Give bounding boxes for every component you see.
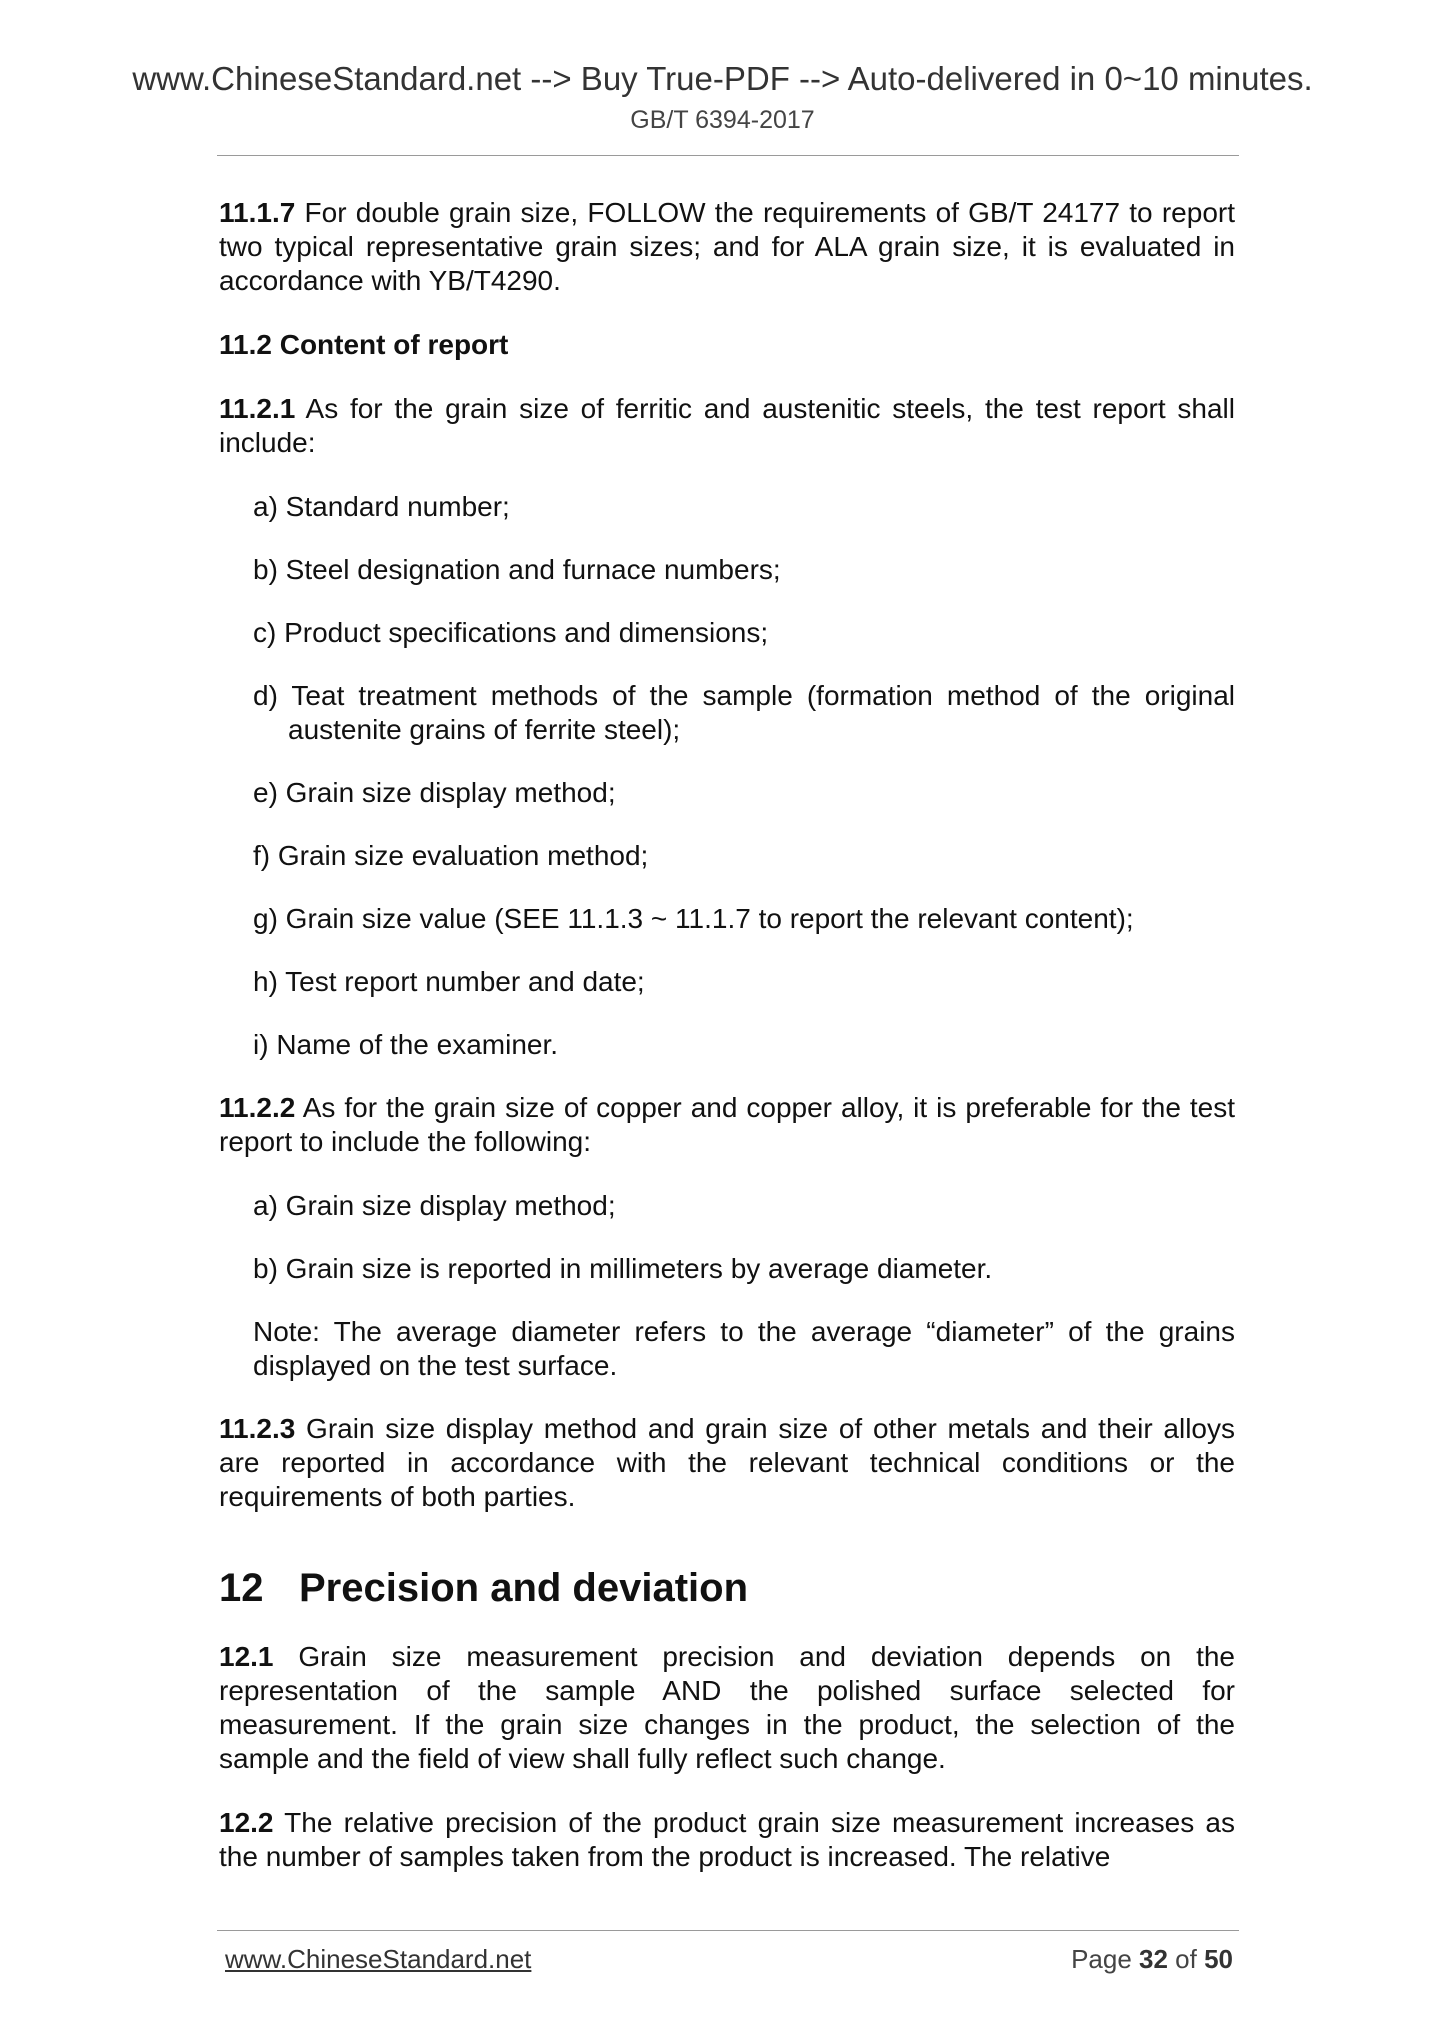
paragraph-12-2: [219, 1806, 1235, 1874]
list-item: i) Name of the examiner.: [253, 1029, 559, 1060]
document-code: GB/T 6394-2017: [630, 106, 815, 134]
clause-text: For double grain size, FOLLOW the requirements of GB/T 24177 to report two typical representative grain sizes; and for ALA grain size, it is evaluated in accordance with YB/T4290.: [219, 197, 1235, 296]
subsection-heading-11-2: 11.2 Content of report: [219, 329, 509, 360]
clause-text: As for the grain size of ferritic and austenitic steels, the test report shall include:: [219, 393, 1235, 458]
list-item: a) Standard number;: [253, 491, 510, 522]
clause-number: 12.2: [219, 1807, 274, 1838]
list-item: b) Grain size is reported in millimeters by average diameter.: [253, 1253, 993, 1284]
page-label: Page: [1071, 1944, 1140, 1974]
page-content: [219, 196, 1235, 1904]
footer-divider: [217, 1930, 1239, 1931]
list-item: h) Test report number and date;: [253, 966, 645, 997]
footer-site-link[interactable]: www.ChineseStandard.net: [225, 1944, 532, 1974]
header-divider: [217, 155, 1239, 156]
list-item: a) Grain size display method;: [253, 1190, 616, 1221]
paragraph-11-1-7: [219, 196, 1235, 298]
clause-text: Grain size measurement precision and deviation depends on the representation of the sample AND the polished surface selected for measurement. If the grain size changes in the product, the selection of the sample and the field of view shall fully reflect such change.: [219, 1641, 1235, 1774]
clause-number: 11.2.1: [219, 393, 296, 424]
list-item: f) Grain size evaluation method;: [253, 840, 649, 871]
clause-text: Grain size display method and grain size of other metals and their alloys are reported in accordance with the relevant technical conditions or the requirements of both parties.: [219, 1413, 1235, 1512]
list-item: c) Product specifications and dimensions;: [253, 617, 769, 648]
list-item: e) Grain size display method;: [253, 777, 616, 808]
paragraph-12-1: [219, 1640, 1235, 1776]
section-heading-12: [219, 1564, 1235, 1612]
list-item: b) Steel designation and furnace numbers;: [253, 554, 781, 585]
total-pages-number: 50: [1204, 1944, 1233, 1974]
page-indicator: [1071, 1943, 1233, 1975]
paragraph-11-2-1: [219, 392, 1235, 460]
section-title: Precision and deviation: [299, 1566, 749, 1610]
list-item: d) Teat treatment methods of the sample (formation method of the original austenite grains of ferrite steel);: [253, 680, 1235, 745]
clause-text: The relative precision of the product grain size measurement increases as the number of samples taken from the product is increased. The relative: [219, 1807, 1235, 1872]
header-banner: www.ChineseStandard.net --> Buy True-PDF --> Auto-delivered in 0~10 minutes.: [132, 60, 1313, 97]
clause-number: 11.1.7: [219, 197, 296, 228]
note-text: Note: The average diameter refers to the average “diameter” of the grains displayed on the test surface.: [253, 1316, 1235, 1381]
clause-number: 12.1: [219, 1641, 274, 1672]
section-number: 12: [219, 1566, 264, 1610]
paragraph-11-2-3: [219, 1412, 1235, 1514]
clause-number: 11.2.3: [219, 1413, 296, 1444]
list-item: g) Grain size value (SEE 11.1.3 ~ 11.1.7 to report the relevant content);: [253, 903, 1134, 934]
current-page-number: 32: [1139, 1944, 1168, 1974]
page-of-label: of: [1167, 1944, 1205, 1974]
paragraph-11-2-2: [219, 1091, 1235, 1159]
clause-number: 11.2.2: [219, 1092, 296, 1123]
clause-text: As for the grain size of copper and copper alloy, it is preferable for the test report to include the following:: [219, 1092, 1235, 1157]
